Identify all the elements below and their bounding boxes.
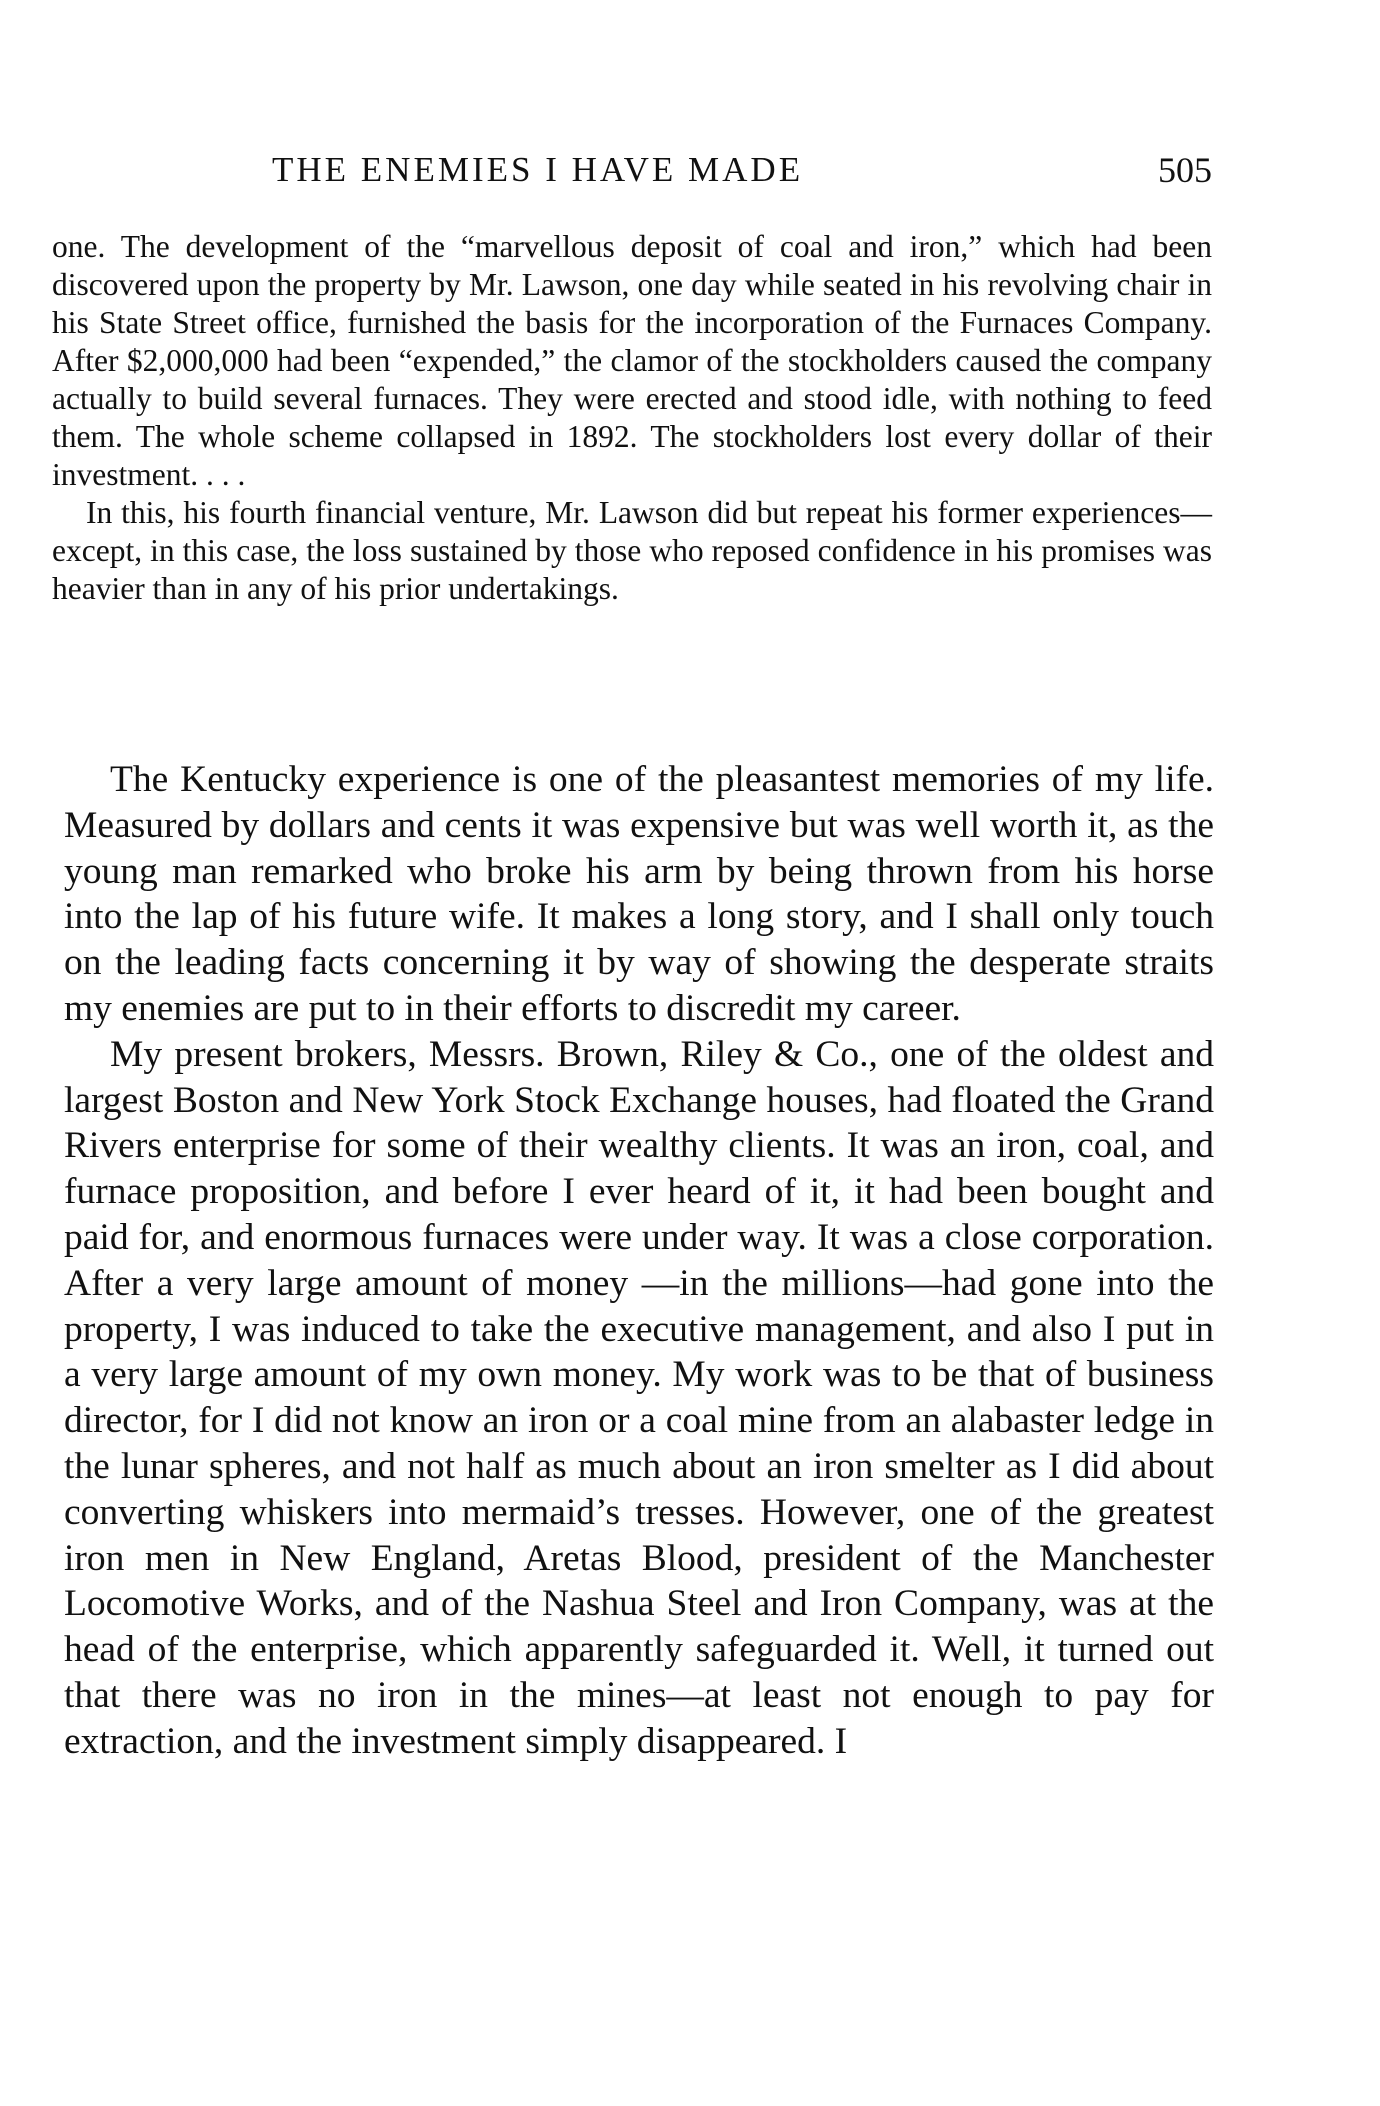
running-head [52,145,1212,195]
quote-paragraph: one. The development of the “marvellous deposit of coal and iron,” which had been discovered upon the property by Mr. Lawson, one day while seated in his revolving chair in his State Street office, furnished the basis for the incorporation of the Furnaces Company. After $2,000,000 had been “expended,” the clamor of the stockholders caused the company actually to build several furnaces. They were erected and stood idle, with nothing to feed them. The whole scheme collapsed in 1892. The stockholders lost every dollar of their investment. . . . [52,229,1212,492]
quote-paragraph: In this, his fourth financial venture, Mr. Lawson did but repeat his former experiences—except, in this case, the loss sustained by those who reposed confidence in his promises was heavier than in any of his prior undertakings. [52,495,1212,606]
body-text [64,757,1214,1765]
running-title: THE ENEMIES I HAVE MADE [272,150,804,189]
quoted-passage [52,228,1212,608]
body-paragraph: The Kentucky experience is one of the pleasantest memories of my life. Measured by dollars and cents it was expensive but was well worth it, as the young man remarked who broke his arm by being thrown from his horse into the lap of his future wife. It makes a long story, and I shall only touch on the leading facts concerning it by way of showing the desperate straits my enemies are put to in their efforts to discredit my career. [64,759,1214,1029]
page-number: 505 [1158,150,1212,190]
body-paragraph: My present brokers, Messrs. Brown, Riley & Co., one of the oldest and largest Boston and New York Stock Exchange houses, had floated the Grand Rivers enterprise for some of their wealthy clients. It was an iron, coal, and furnace proposition, and before I ever heard of it, it had been bought and paid for, and enormous furnaces were under way. It was a close corporation. After a very large amount of money —in the millions—had gone into the property, I was induced to take the executive management, and also I put in a very large amount of my own money. My work was to be that of business director, for I did not know an iron or a coal mine from an alabaster ledge in the lunar spheres, and not half as much about an iron smelter as I did about converting whiskers into mermaid’s tresses. However, one of the greatest iron men in New England, Aretas Blood, president of the Manchester Locomotive Works, and of the Nashua Steel and Iron Company, was at the head of the enterprise, which apparently safeguarded it. Well, it turned out that there was no iron in the mines—at least not enough to pay for extraction, and the investment simply disappeared. I [64,1033,1214,1762]
